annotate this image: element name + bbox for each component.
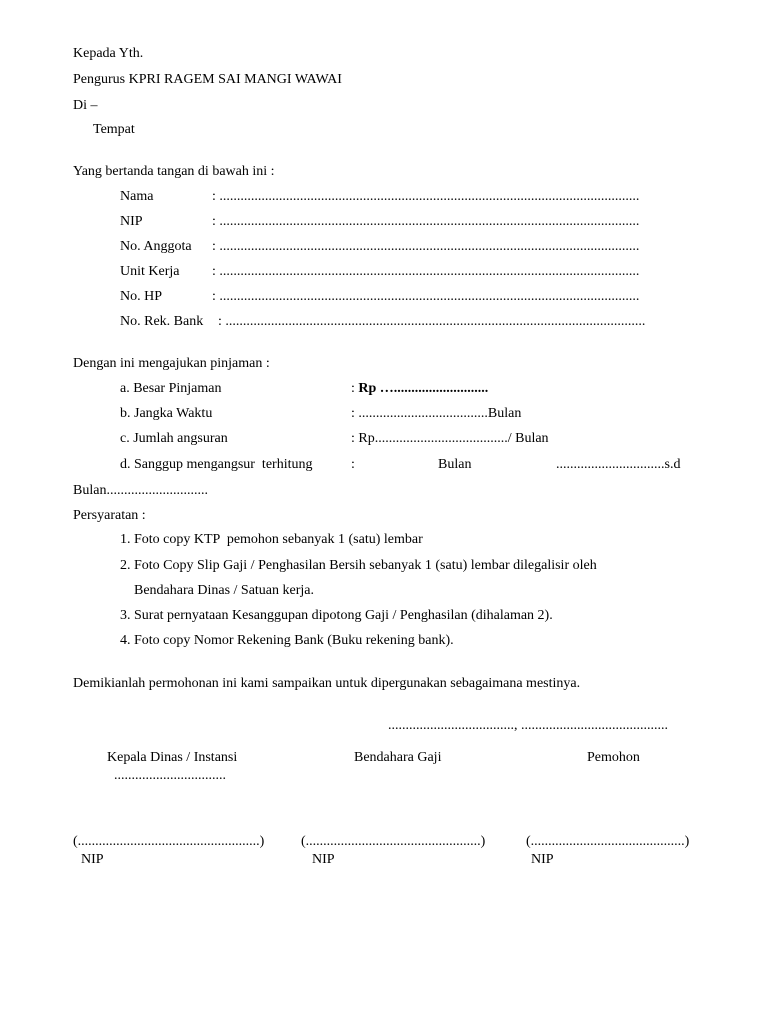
di-line: Di – [73, 98, 98, 113]
field-label-nip: NIP [120, 214, 143, 229]
field-label-unit-kerja: Unit Kerja [120, 264, 180, 279]
signature-name-line: (............................................) [526, 834, 690, 849]
signature-title-kepala-dinas: Kepala Dinas / Instansi [107, 750, 238, 765]
installment-label: c. Jumlah angsuran [120, 431, 228, 446]
requirement-item: 2. Foto Copy Slip Gaji / Penghasilan Bersih sebanyak 1 (satu) lembar dilegalisir oleh [120, 558, 597, 573]
field-label-nama: Nama [120, 189, 154, 204]
loan-amount-label: a. Besar Pinjaman [120, 381, 222, 396]
kepala-dots: ................................ [114, 768, 226, 783]
signature-nip: NIP [81, 852, 104, 867]
intro-text: Yang bertanda tangan di bawah ini : [73, 164, 275, 179]
requirement-item-cont: Bendahara Dinas / Satuan kerja. [134, 583, 314, 598]
place: Tempat [93, 122, 135, 137]
repay-label: d. Sanggup mengangsur terhitung [120, 457, 313, 472]
repay-unit: Bulan [438, 457, 472, 472]
signature-name-line: (..................................................) [301, 834, 486, 849]
recipient: Pengurus KPRI RAGEM SAI MANGI WAWAI [73, 72, 342, 87]
requirement-item: 3. Surat pernyataan Kesanggupan dipotong Gaji / Penghasilan (dihalaman 2). [120, 608, 553, 623]
loan-amount-value: : Rp …........................... [351, 381, 489, 396]
field-value-no-anggota: : ........................................................................................................................ [212, 239, 640, 254]
repay-dots: ...............................s.d [556, 457, 681, 472]
loan-intro: Dengan ini mengajukan pinjaman : [73, 356, 270, 371]
field-label-no-hp: No. HP [120, 289, 163, 304]
field-label-no-anggota: No. Anggota [120, 239, 192, 254]
repay-continuation: Bulan............................. [73, 483, 208, 498]
loan-term-value: : .....................................Bulan [351, 406, 522, 421]
repay-colon: : [351, 457, 355, 472]
closing-text: Demikianlah permohonan ini kami sampaikan untuk dipergunakan sebagaimana mestinya. [73, 676, 581, 691]
signature-nip: NIP [312, 852, 335, 867]
field-label-no-rek-bank: No. Rek. Bank [120, 314, 204, 329]
requirements-title: Persyaratan : [73, 508, 146, 523]
signature-title-pemohon: Pemohon [587, 750, 640, 765]
loan-term-label: b. Jangka Waktu [120, 406, 213, 421]
field-value-nip: : ........................................................................................................................ [212, 214, 640, 229]
place-date-line: ...................................., .......................................... [388, 718, 668, 733]
field-value-no-hp: : ........................................................................................................................ [212, 289, 640, 304]
signature-nip: NIP [531, 852, 554, 867]
field-value-unit-kerja: : ........................................................................................................................ [212, 264, 640, 279]
salutation: Kepada Yth. [73, 46, 144, 61]
requirement-item: 4. Foto copy Nomor Rekening Bank (Buku rekening bank). [120, 633, 454, 648]
signature-name-line: (....................................................) [73, 834, 265, 849]
field-value-nama: : ........................................................................................................................ [212, 189, 640, 204]
signature-title-bendahara: Bendahara Gaji [354, 750, 442, 765]
field-value-no-rek-bank: : ........................................................................................................................ [218, 314, 646, 329]
installment-value: : Rp....................................../ Bulan [351, 431, 549, 446]
requirement-item: 1. Foto copy KTP pemohon sebanyak 1 (satu) lembar [120, 532, 423, 547]
